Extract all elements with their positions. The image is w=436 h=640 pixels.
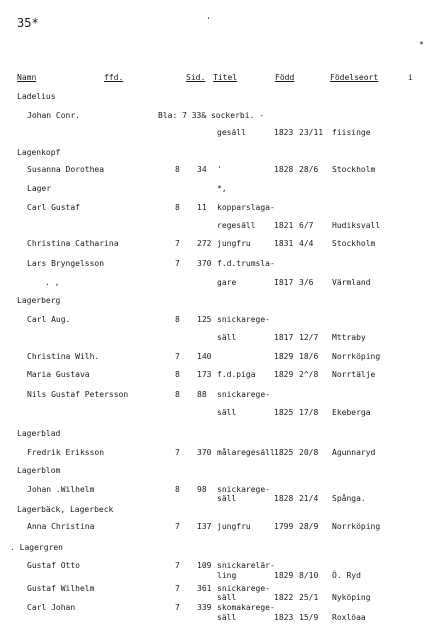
row-titel: jungfru [217, 522, 251, 531]
row-place: Hudiksvall [332, 221, 381, 230]
row-place: Spånga. [332, 494, 366, 503]
row-date: 18/6 [299, 352, 319, 361]
row-date: 3/6 [299, 278, 314, 287]
row-name: Johan Conr. [27, 111, 80, 120]
row-titel: snickarege- [217, 315, 270, 324]
row-year: 1825 [274, 448, 294, 457]
row-date: 21/4 [299, 494, 319, 503]
surname-heading: . Lagergren [10, 543, 63, 552]
row-year: 1817 [274, 333, 294, 342]
row-titel: skomakarege- [217, 603, 275, 612]
row-name: Anna Christina [27, 522, 95, 531]
row-year: 1823 [274, 613, 294, 622]
row-titel: jungfru [217, 239, 251, 248]
row-sid: 339 [197, 603, 212, 612]
row-year: 1799 [274, 522, 294, 531]
row-titel: säll [217, 333, 237, 342]
row-year: I817 [274, 278, 294, 287]
row-name: Carl Johan [27, 603, 76, 612]
row-place: Norrtälje [332, 370, 376, 379]
header-ffd: ffd. [104, 73, 124, 82]
row-vol: 8 [175, 315, 180, 324]
row-date: 17/8 [299, 408, 319, 417]
row-vol: 7 [175, 522, 180, 531]
row-sid: 34 [197, 165, 207, 174]
row-vol: 7 [175, 603, 180, 612]
row-place: Ö. Ryd [332, 571, 361, 580]
header-fodd: Född [275, 73, 295, 82]
header-extra: i [408, 73, 413, 82]
row-titel: säll [217, 593, 237, 602]
row-titel: kopparslaga- [217, 203, 275, 212]
row-sid: 140 [197, 352, 212, 361]
row-name: . , [45, 278, 60, 287]
row-name: Christina Wilh. [27, 352, 100, 361]
row-sid: 173 [197, 370, 212, 379]
row-year: 1829 [274, 571, 294, 580]
row-year: 1825 [274, 408, 294, 417]
header-titel: Titel [213, 73, 238, 82]
row-sid: 370 [197, 259, 212, 268]
row-sid: 11 [197, 203, 207, 212]
row-vol: 7 [175, 352, 180, 361]
row-date: 23/11 [299, 128, 324, 137]
row-titel: säll [217, 408, 237, 417]
surname-heading: Lagerblad [17, 429, 61, 438]
row-place: Norrköping [332, 522, 381, 531]
header-namn: Namn [17, 73, 37, 82]
surname-heading: Ladelius [17, 92, 56, 101]
row-name: Lars Bryngelsson [27, 259, 105, 268]
row-year: 1823 [274, 128, 294, 137]
row-date: 4/4 [299, 239, 314, 248]
row-titel: målaregesäll [217, 448, 275, 457]
row-year: 1828 [274, 165, 294, 174]
row-sid: 370 [197, 448, 212, 457]
row-titel: säll [217, 494, 237, 503]
row-year: 1828 [274, 494, 294, 503]
row-sid: 98 [197, 485, 207, 494]
row-name: Gustaf Wilhelm [27, 584, 95, 593]
row-vol: 7 [175, 448, 180, 457]
row-sid: 272 [197, 239, 212, 248]
surname-heading: Lagerbäck, Lagerbeck [17, 505, 114, 514]
row-place: Mttraby [332, 333, 366, 342]
row-date: 28/9 [299, 522, 319, 531]
row-year: 1822 [274, 593, 294, 602]
row-date: 6/7 [299, 221, 314, 230]
row-place: Norrköping [332, 352, 381, 361]
row-vol: 8 [175, 370, 180, 379]
row-name: Carl Gustaf [27, 203, 80, 212]
row-name: Carl Aug. [27, 315, 71, 324]
header-fodelseort: Födelseort [330, 73, 379, 82]
row-name: Susanna Dorothea [27, 165, 105, 174]
row-place: Stockholm [332, 165, 376, 174]
row-sid: 88 [197, 390, 207, 399]
row-date: 20/8 [299, 448, 319, 457]
page-mark: * [419, 40, 424, 49]
row-titel: snickarege- [217, 390, 270, 399]
row-name: Christina Catharina [27, 239, 119, 248]
row-place: fiisinge [332, 128, 371, 137]
row-vol: 8 [175, 203, 180, 212]
row-titel: f.d.piga [217, 370, 256, 379]
row-name: Johan .Wilhelm [27, 485, 95, 494]
row-sid: I37 [197, 522, 212, 531]
page-number: 35* [17, 16, 39, 30]
row-place: Roxlöaa [332, 613, 366, 622]
row-sid: 125 [197, 315, 212, 324]
row-place: Nyköping [332, 593, 371, 602]
row-date: 8/10 [299, 571, 319, 580]
row-name: Lager [27, 184, 52, 193]
row-year: 1829 [274, 370, 294, 379]
row-titel: gare [217, 278, 237, 287]
row-vol: Bla: 7 33& sockerbi. - [158, 111, 264, 120]
row-date: 25/1 [299, 593, 319, 602]
row-name: Maria Gustava [27, 370, 90, 379]
row-titel: snickarege- [217, 485, 270, 494]
row-titel: gesäll [217, 128, 246, 137]
row-year: 1831 [274, 239, 294, 248]
surname-heading: Lagerblom [17, 466, 61, 475]
row-sid: 109 [197, 561, 212, 570]
row-vol: 7 [175, 259, 180, 268]
row-titel: snickarelär- [217, 561, 275, 570]
row-place: Agunnaryd [332, 448, 376, 457]
row-year: 1829 [274, 352, 294, 361]
row-titel: säll [217, 613, 237, 622]
row-vol: 7 [175, 584, 180, 593]
row-titel: ling [217, 571, 237, 580]
row-titel: ' [217, 165, 222, 174]
row-name: Gustaf Otto [27, 561, 80, 570]
row-vol: 7 [175, 239, 180, 248]
header-sid: Sid. [186, 73, 206, 82]
row-date: 15/9 [299, 613, 319, 622]
row-titel: f.d.trumsla- [217, 259, 275, 268]
row-sid: 361 [197, 584, 212, 593]
row-titel: *, [217, 184, 227, 193]
row-name: Fredrik Eriksson [27, 448, 105, 457]
row-place: Stockholm [332, 239, 376, 248]
row-date: 12/7 [299, 333, 319, 342]
row-year: 1821 [274, 221, 294, 230]
row-date: 2^/8 [299, 370, 319, 379]
row-vol: 7 [175, 561, 180, 570]
row-name: Nils Gustaf Petersson [27, 390, 129, 399]
page-tick: ' [206, 16, 211, 25]
surname-heading: Lagerberg [17, 296, 61, 305]
row-place: Värmland [332, 278, 371, 287]
row-vol: 8 [175, 485, 180, 494]
row-titel: snickarege- [217, 584, 270, 593]
row-vol: 8 [175, 165, 180, 174]
row-place: Ekeberga [332, 408, 371, 417]
surname-heading: Lagenkopf [17, 148, 61, 157]
row-titel: regesäll [217, 221, 256, 230]
row-date: 28/6 [299, 165, 319, 174]
row-vol: 8 [175, 390, 180, 399]
